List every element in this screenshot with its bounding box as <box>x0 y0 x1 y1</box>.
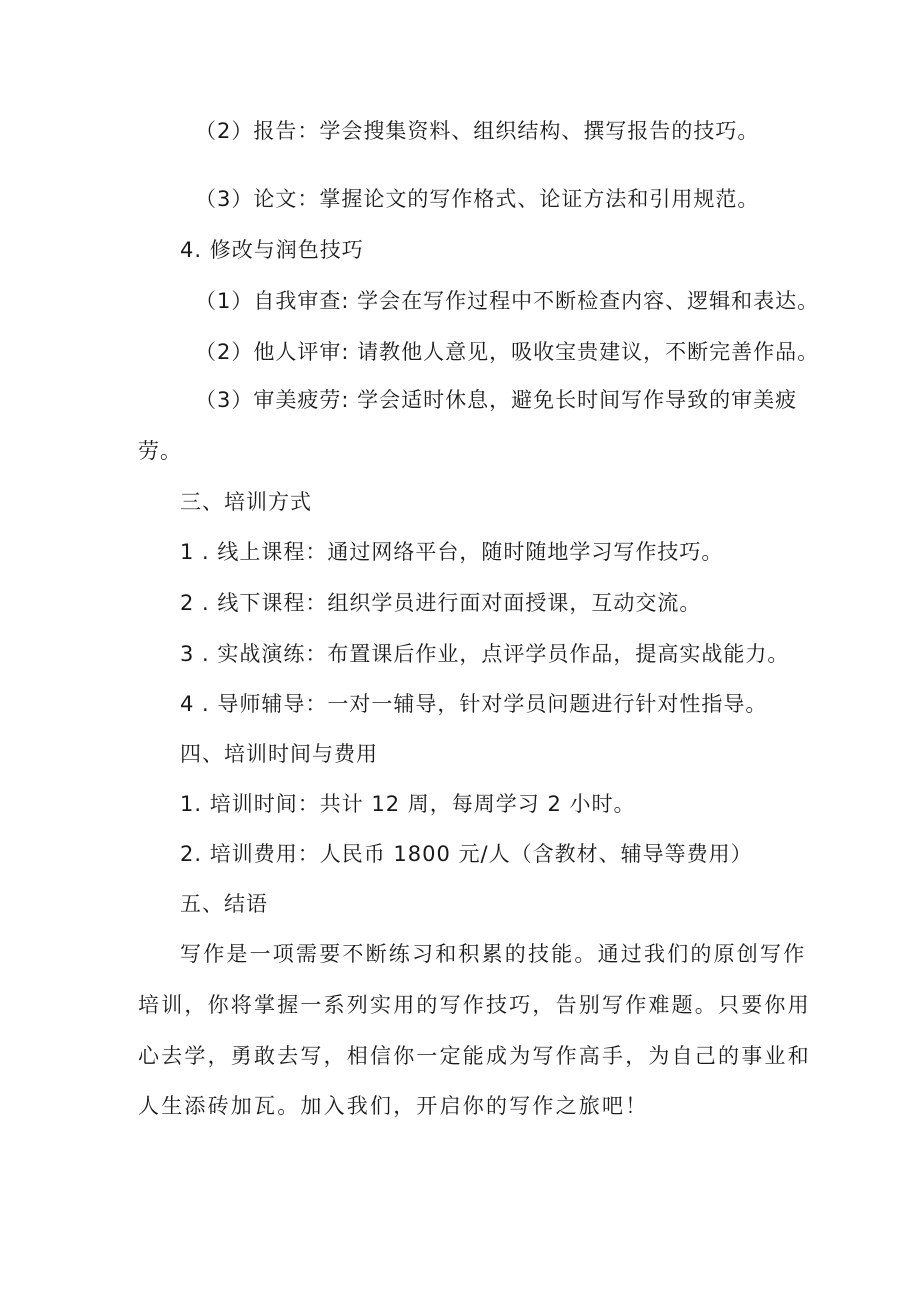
method-online: 1 . 线上课程：通过网络平台，随时随地学习写作技巧。 <box>180 540 724 564</box>
conclusion-line-2: 培训，你将掌握一系列实用的写作技巧，告别写作难题。只要你用 <box>138 993 811 1017</box>
method-offline: 2 . 线下课程：组织学员进行面对面授课，互动交流。 <box>180 591 702 615</box>
fatigue-item: （3）审美疲劳: 学会适时休息，避免长时间写作导致的审美疲 <box>195 388 798 412</box>
fatigue-item-continued: 劳。 <box>138 439 182 463</box>
method-mentoring: 4 . 导师辅导：一对一辅导，针对学员问题进行针对性指导。 <box>180 692 768 716</box>
section-time-and-fees: 四、培训时间与费用 <box>180 742 378 766</box>
conclusion-line-4: 人生添砖加瓦。加入我们，开启你的写作之旅吧！ <box>138 1094 649 1118</box>
training-fee: 2. 培训费用：人民币 1800 元/人（含教材、辅导等费用） <box>180 842 753 866</box>
section-training-methods: 三、培训方式 <box>180 490 312 514</box>
conclusion-line-1: 写作是一项需要不断练习和积累的技能。通过我们的原创写作 <box>180 942 807 966</box>
revision-heading: 4. 修改与润色技巧 <box>180 238 364 262</box>
section-conclusion: 五、结语 <box>180 892 268 916</box>
report-item: （2）报告：学会搜集资料、组织结构、撰写报告的技巧。 <box>195 119 760 143</box>
training-time: 1. 培训时间：共计 12 周，每周学习 2 小时。 <box>180 792 636 816</box>
thesis-item: （3）论文：掌握论文的写作格式、论证方法和引用规范。 <box>195 187 760 211</box>
conclusion-line-3: 心去学，勇敢去写，相信你一定能成为写作高手，为自己的事业和 <box>138 1044 811 1068</box>
peer-review-item: （2）他人评审: 请教他人意见，吸收宝贵建议，不断完善作品。 <box>195 340 820 364</box>
method-practice: 3 . 实战演练：布置课后作业，点评学员作品，提高实战能力。 <box>180 642 790 666</box>
self-review-item: （1）自我审查: 学会在写作过程中不断检查内容、逻辑和表达。 <box>195 289 820 313</box>
